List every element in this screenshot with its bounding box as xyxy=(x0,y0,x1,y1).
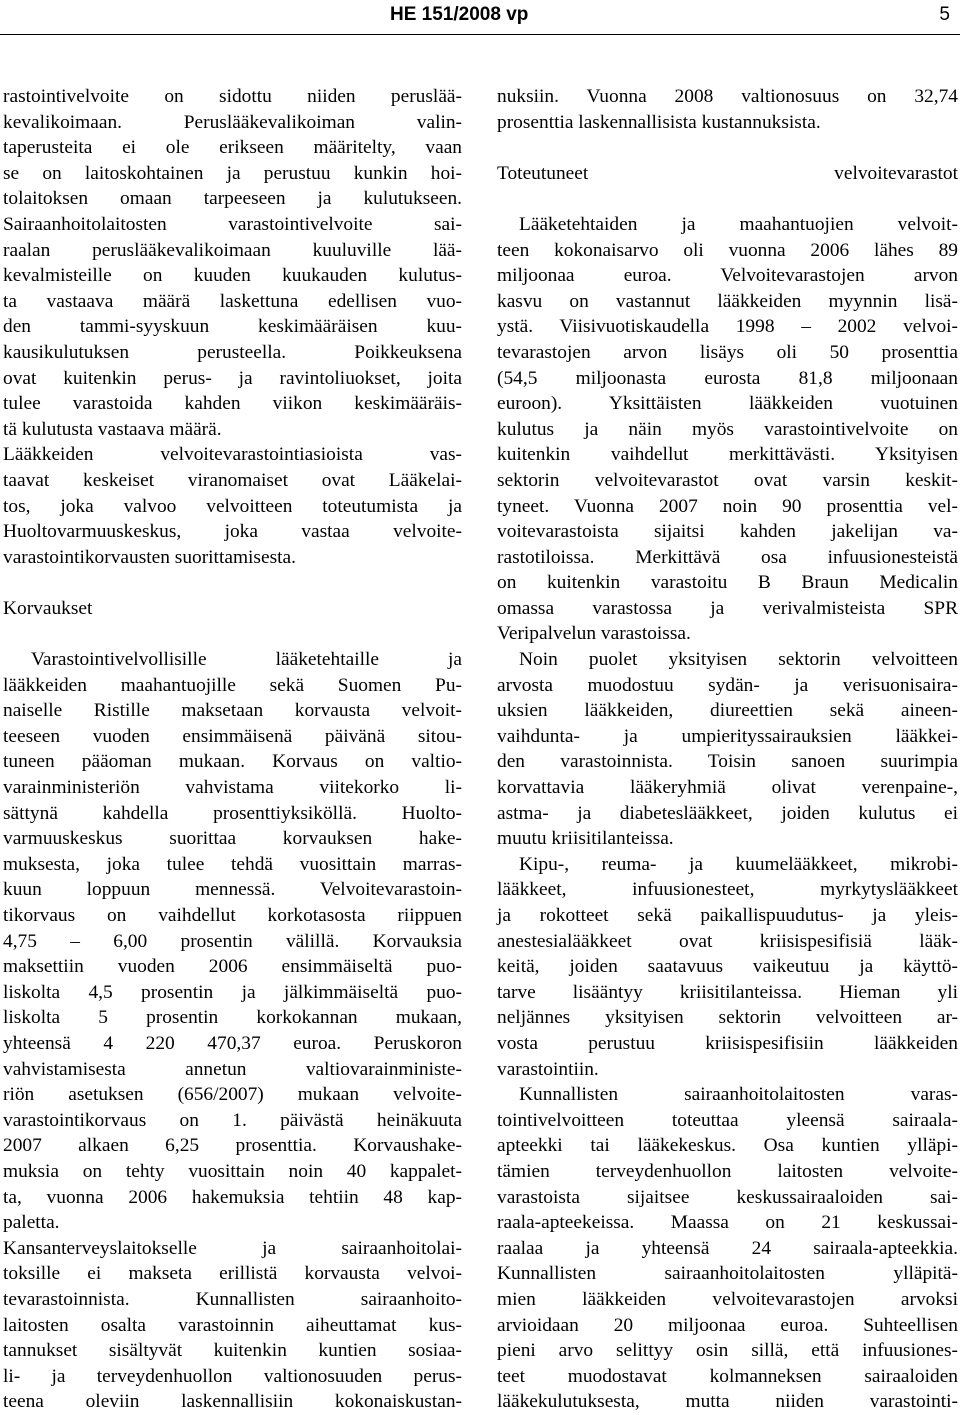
text-line: paletta. xyxy=(3,1212,60,1234)
text-line: ovat kuitenkin perus- ja ravintoliuokset, joita xyxy=(3,367,462,389)
text-line: lääkkeet, infuusionesteet, myrkytyslääkkeet xyxy=(497,879,958,901)
text-line: tolaitoksen omaan tarpeeseen ja kulutukseen. xyxy=(3,188,462,210)
left-column xyxy=(3,84,462,1415)
text-line: liskolta 5 prosentin korkokannan mukaan, xyxy=(3,1007,462,1029)
page-header xyxy=(0,0,960,34)
paragraph xyxy=(497,1082,958,1415)
text-line: tuneen pääoman mukaan. Korvaus on valtio- xyxy=(3,751,462,773)
text-line: sektorin velvoitevarastot ovat varsin keskit- xyxy=(497,469,958,491)
text-line: euroon). Yksittäisten lääkkeiden vuotuinen xyxy=(497,393,958,415)
text-line: mien lääkkeiden velvoitevarastojen arvoksi xyxy=(497,1288,958,1310)
text-line: toksille ei makseta erillistä korvausta velvoi- xyxy=(3,1263,462,1285)
text-line: maksettiin vuoden 2006 ensimmäiseltä puo- xyxy=(3,956,462,978)
text-line: Lääkkeiden velvoitevarastointiasioista vas- xyxy=(3,444,462,466)
text-line: miljoonaa euroa. Velvoitevarastojen arvon xyxy=(497,265,958,287)
text-line: 4,75 – 6,00 prosentin välillä. Korvauksia xyxy=(3,930,462,952)
text-line: riön asetuksen (656/2007) mukaan velvoite- xyxy=(3,1084,462,1106)
text-line: Kipu-, reuma- ja kuumelääkkeet, mikrobi- xyxy=(519,853,958,875)
paragraph xyxy=(3,84,462,442)
text-line: kevalikoimaan. Peruslääkevalikoiman valin- xyxy=(3,111,462,133)
text-line: se on laitoskohtainen ja perustuu kunkin hoi- xyxy=(3,162,462,184)
text-line: pieni arvo selittyy osin sillä, että infuusiones- xyxy=(497,1340,958,1362)
text-line: ta, vuonna 2006 hakemuksia tehtiin 48 kap- xyxy=(3,1186,462,1208)
text-line: kevalmisteille on kuuden kuukauden kulutus- xyxy=(3,265,462,287)
text-line: arvosta muodostuu sydän- ja verisuonisaira- xyxy=(497,674,958,696)
section-heading: Korvaukset xyxy=(3,597,93,619)
text-line: li- ja terveydenhuollon valtionosuuden perus- xyxy=(3,1365,462,1387)
text-line: den varastoinnista. Toisin sanoen suurimpia xyxy=(497,751,958,773)
text-line: teena oleviin laskennallisiin kokonaiskustan- xyxy=(3,1391,462,1413)
text-line: Sairaanhoitolaitosten varastointivelvoite sai- xyxy=(3,213,462,235)
text-line: teet muodostavat kolmanneksen sairaaloiden xyxy=(497,1365,958,1387)
text-line: naiselle Ristille maksetaan korvausta velvoit- xyxy=(3,700,462,722)
paragraph xyxy=(497,647,958,852)
text-line: varastointikorvaus on 1. päivästä heinäkuuta xyxy=(3,1109,462,1131)
text-line: laitosten osalta varastoinnin aiheuttamat kus- xyxy=(3,1314,462,1336)
spacer xyxy=(497,135,958,161)
text-line: tä kulutusta vastaava määrä. xyxy=(3,418,222,440)
paragraph xyxy=(3,647,462,1236)
text-line: Varastointivelvollisille lääketehtaille ja xyxy=(31,649,462,671)
text-line: Kansanterveyslaitokselle ja sairaanhoitolai- xyxy=(3,1237,462,1259)
text-line: lääkekulutuksesta, mutta niiden varastointi- xyxy=(497,1391,958,1413)
text-line: taperusteita ei ole erikseen määritelty, vaan xyxy=(3,137,462,159)
text-line: apteekki tai lääkekeskus. Osa kuntien ylläpi- xyxy=(497,1135,958,1157)
text-line: muksesta, joka tulee tehdä vuosittain marras- xyxy=(3,853,462,875)
document-id: HE 151/2008 vp xyxy=(390,4,529,25)
text-line: omassa varastossa ja verivalmisteista SPR xyxy=(497,597,958,619)
spacer xyxy=(3,621,462,647)
text-line: tointivelvoitteen toteuttaa yleensä sairaala- xyxy=(497,1109,958,1131)
text-line: Kunnallisten sairaanhoitolaitosten ylläpitä- xyxy=(497,1263,958,1285)
text-line: nuksiin. Vuonna 2008 valtionosuus on 32,74 xyxy=(497,86,958,107)
text-line: vahvistamisesta annetun valtiovarainministe- xyxy=(3,1058,462,1080)
text-line: sättynä kahdella prosenttiyksiköllä. Huolto- xyxy=(3,802,462,824)
text-line: varastoista sijaitsee keskussairaaloiden sai- xyxy=(497,1186,958,1208)
text-line: astma- ja diabeteslääkkeet, joiden kulutus ei xyxy=(497,802,958,824)
text-line: korvattavia lääkeryhmiä olivat verenpaine-, xyxy=(497,777,958,799)
text-line: ja rokotteet sekä paikallispuudutus- ja yleis- xyxy=(497,905,958,926)
text-line: kuitenkin vaihdellut merkittävästi. Yksityisen xyxy=(497,444,958,466)
text-line: Noin puolet yksityisen sektorin velvoitteen xyxy=(519,649,958,671)
text-line: tannukset sisältyvät kuitenkin kuntien sosiaa- xyxy=(3,1340,462,1362)
header-rule xyxy=(0,34,960,35)
right-column xyxy=(497,84,958,1415)
spacer xyxy=(3,570,462,596)
paragraph xyxy=(497,84,958,135)
text-line: taavat keskeiset viranomaiset ovat Lääkelai- xyxy=(3,469,462,491)
text-line: raalaa ja yhteensä 24 sairaala-apteekkia. xyxy=(497,1237,958,1259)
text-line: keitä, joiden saatavuus vaikeutuu ja käyttö- xyxy=(497,956,958,978)
paragraph xyxy=(3,1236,462,1415)
text-line: lääkkeiden maahantuojille sekä Suomen Pu- xyxy=(3,674,462,696)
text-line: muutu kriisitilanteissa. xyxy=(497,828,674,850)
text-line: teeseen vuoden ensimmäisenä päivänä sitou- xyxy=(3,725,462,747)
text-line: arvioidaan 20 miljoonaa euroa. Suhteellisen xyxy=(497,1314,958,1336)
text-line: Huoltovarmuuskeskus, joka vastaa velvoite- xyxy=(3,521,462,543)
text-line: tyneet. Vuonna 2007 noin 90 prosenttia vel- xyxy=(497,495,958,517)
paragraph xyxy=(3,442,462,570)
text-line: ystä. Viisivuotiskaudella 1998 – 2002 velvoi- xyxy=(497,316,958,338)
text-line: varmuuskeskus suorittaa korvauksen hake- xyxy=(3,828,462,850)
text-line: 2007 alkaen 6,25 prosenttia. Korvaushake- xyxy=(3,1135,462,1157)
text-line: tevarastojen arvon lisäys oli 50 prosenttia xyxy=(497,341,958,363)
text-line: tarve lisääntyy kriisitilanteissa. Hieman yli xyxy=(497,981,958,1003)
text-line: varastointikorvausten suorittamisesta. xyxy=(3,546,296,568)
text-line: muksia on tehty vuosittain noin 40 kappalet- xyxy=(3,1160,462,1182)
text-line: Veripalvelun varastoissa. xyxy=(497,623,691,645)
spacer xyxy=(497,186,958,212)
text-line: tos, joka valvoo velvoitteen toteutumista ja xyxy=(3,495,462,517)
text-line: tämien terveydenhuollon laitosten velvoite- xyxy=(497,1160,958,1182)
text-line: kausikulutuksen perusteella. Poikkeuksena xyxy=(3,341,462,363)
text-line: rastotiloissa. Merkittävä osa infuusionesteistä xyxy=(497,546,958,568)
text-line: raala-apteekeissa. Maassa on 21 keskussai- xyxy=(497,1212,958,1234)
paragraph xyxy=(497,212,958,647)
text-line: raalan peruslääkevalikoimaan kuuluville lää- xyxy=(3,239,462,261)
text-line: ta vastaava määrä laskettuna edellisen vuo- xyxy=(3,290,462,312)
text-line: voitevarastoista sijaitsi kahden jakelijan va- xyxy=(497,521,958,543)
paragraph xyxy=(497,852,958,1082)
page-number: 5 xyxy=(939,4,950,25)
text-line: varastointiin. xyxy=(497,1058,599,1080)
text-line: vaihdunta- ja umpierityssairauksien lääkkei- xyxy=(497,725,958,747)
text-line: prosenttia laskennallisista kustannuksista. xyxy=(497,111,821,133)
text-line: liskolta 4,5 prosentin ja jälkimmäiseltä puo- xyxy=(3,981,462,1003)
text-line: rastointivelvoite on sidottu niiden peruslää- xyxy=(3,86,462,107)
text-line: teen kokonaisarvo oli vuonna 2006 lähes 89 xyxy=(497,239,958,261)
text-line: Kunnallisten sairaanhoitolaitosten varas- xyxy=(519,1084,958,1106)
text-line: varainministeriön vahvistama viitekorko li- xyxy=(3,777,462,799)
text-line: den tammi-syyskuun keskimääräisen kuu- xyxy=(3,316,462,338)
text-line: kuun loppuun mennessä. Velvoitevarastoin- xyxy=(3,879,462,901)
text-line: tulee varastoida kahden viikon keskimääräis- xyxy=(3,393,462,415)
section-heading: Toteutuneet velvoitevarastot xyxy=(497,162,958,184)
text-line: vosta perustuu kriisispesifisiin lääkkeiden xyxy=(497,1032,958,1054)
text-line: Lääketehtaiden ja maahantuojien velvoit- xyxy=(519,213,958,235)
text-line: tevarastoinnista. Kunnallisten sairaanhoito- xyxy=(3,1288,462,1310)
text-line: yhteensä 4 220 470,37 euroa. Peruskoron xyxy=(3,1032,462,1054)
text-line: uksien lääkkeiden, diureettien sekä aineen- xyxy=(497,700,958,722)
text-line: anestesialääkkeet ovat kriisispesifisiä lääk- xyxy=(497,930,958,952)
text-line: tikorvaus on vaihdellut korkotasosta riippuen xyxy=(3,905,462,926)
text-line: kulutus ja näin myös varastointivelvoite on xyxy=(497,418,958,440)
text-line: on kuitenkin varastoitu B Braun Medicalin xyxy=(497,572,958,594)
text-line: (54,5 miljoonasta eurosta 81,8 miljoonaan xyxy=(497,367,958,389)
text-line: neljännes yksityisen sektorin velvoitteen ar- xyxy=(497,1007,958,1029)
text-line: kasvu on vastannut lääkkeiden myynnin lisä- xyxy=(497,290,958,312)
